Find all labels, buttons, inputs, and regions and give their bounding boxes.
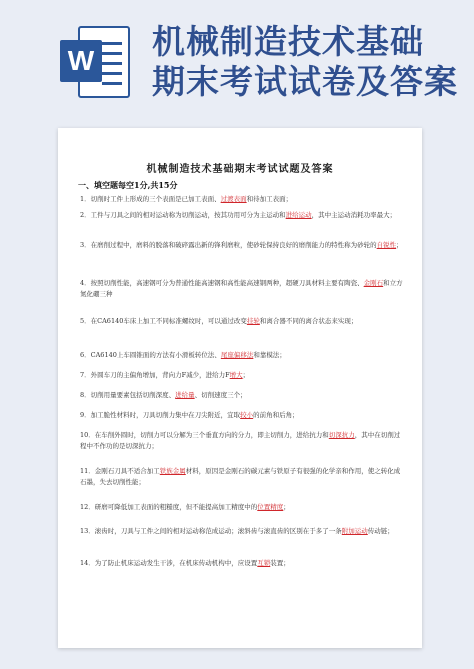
answer-10: 切深抗力 (328, 431, 355, 439)
document-page (58, 128, 422, 648)
question-9: 9．加工脆性材料时，刀具切削力集中在刀尖附近，宜取较小的前角和后角； (80, 411, 299, 419)
answer-3: 自锐性 (376, 241, 397, 249)
answer-5: 挂轮 (246, 317, 260, 325)
banner-title (152, 22, 472, 102)
answer-11: 铁族金属 (159, 467, 186, 475)
banner-title-line1: 机械制造技术基础 (152, 22, 424, 61)
question-6: 6．CA6140上车圆锥面的方法有小滑板转位法、尾座偏移法和靠模法； (80, 351, 286, 359)
answer-4: 金刚石 (363, 279, 384, 287)
question-14: 14．为了防止机床运动发生干涉，在机床传动机构中，应设置互锁装置； (80, 559, 290, 567)
question-2: 2．工件与刀具之间的相对运动称为切削运动，按其功用可分为主运动和进给运动，其中主运动消耗功率最大； (80, 211, 397, 219)
question-13: 13．滚齿时，刀具与工件之间的相对运动称范成运动；滚斜齿与滚直齿的区别在于多了一条附加运动传动链； (80, 527, 394, 535)
answer-8: 进给量 (175, 391, 195, 399)
section-heading: 一、填空题每空1分,共15分 (78, 180, 178, 190)
question-1: 1．切削时工件上形成的三个表面是已加工表面、过渡表面和待加工表面； (80, 195, 293, 203)
question-11: 11．金刚石刀具不适合加工铁族金属材料，原因是金刚石的碳元素与铁原子有很强的化学亲和作用，使之转化成石墨，失去切削性能； (80, 467, 401, 486)
answer-1: 过渡表面 (220, 195, 247, 203)
question-10: 10．在车削外圆时，切削力可以分解为三个垂直方向的分力，即主切削力，进给抗力和切深抗力，其中在切削过程中不作功的是切深抗力； (80, 431, 401, 450)
answer-13: 附加运动 (341, 527, 368, 535)
document-title: 机械制造技术基础期末考试试题及答案 (146, 164, 334, 175)
answer-9: 较小 (240, 411, 254, 419)
question-7: 7．外圆车刀的主偏角增加，背向力F减少，进给力F增大； (80, 371, 250, 379)
question-3: 3．在磨削过程中，磨料的脱落和破碎露出新的锋利磨粒，使砂轮保持良好的磨削能力的特性称为砂轮的自锐性； (80, 241, 403, 249)
answer-14: 互锁 (257, 559, 271, 567)
banner (0, 0, 474, 118)
answer-6: 尾座偏移法 (220, 351, 254, 359)
banner-title-line2: 期末考试试卷及答案 (152, 62, 458, 101)
word-document-icon (60, 22, 132, 102)
question-4: 4．按照切削性能，高速钢可分为普通性能高速钢和高性能高速钢两种，超硬刀具材料主要有陶瓷、金刚石和立方氮化硼三种 (80, 279, 403, 298)
question-8: 8．切削用量要素包括切削深度、进给量、切削速度三个； (80, 391, 247, 399)
question-12: 12．研磨可降低加工表面的粗糙度，但不能提高加工精度中的位置精度； (80, 503, 290, 511)
answer-7: 增大 (229, 371, 243, 379)
word-badge: W (60, 40, 102, 82)
answer-2: 进给运动 (285, 211, 312, 219)
question-5: 5．在CA6140车床上加工不同标准螺纹时，可以通过改变挂轮和离合器不同的离合状态来实现； (80, 317, 358, 325)
answer-12: 位置精度 (257, 503, 284, 511)
